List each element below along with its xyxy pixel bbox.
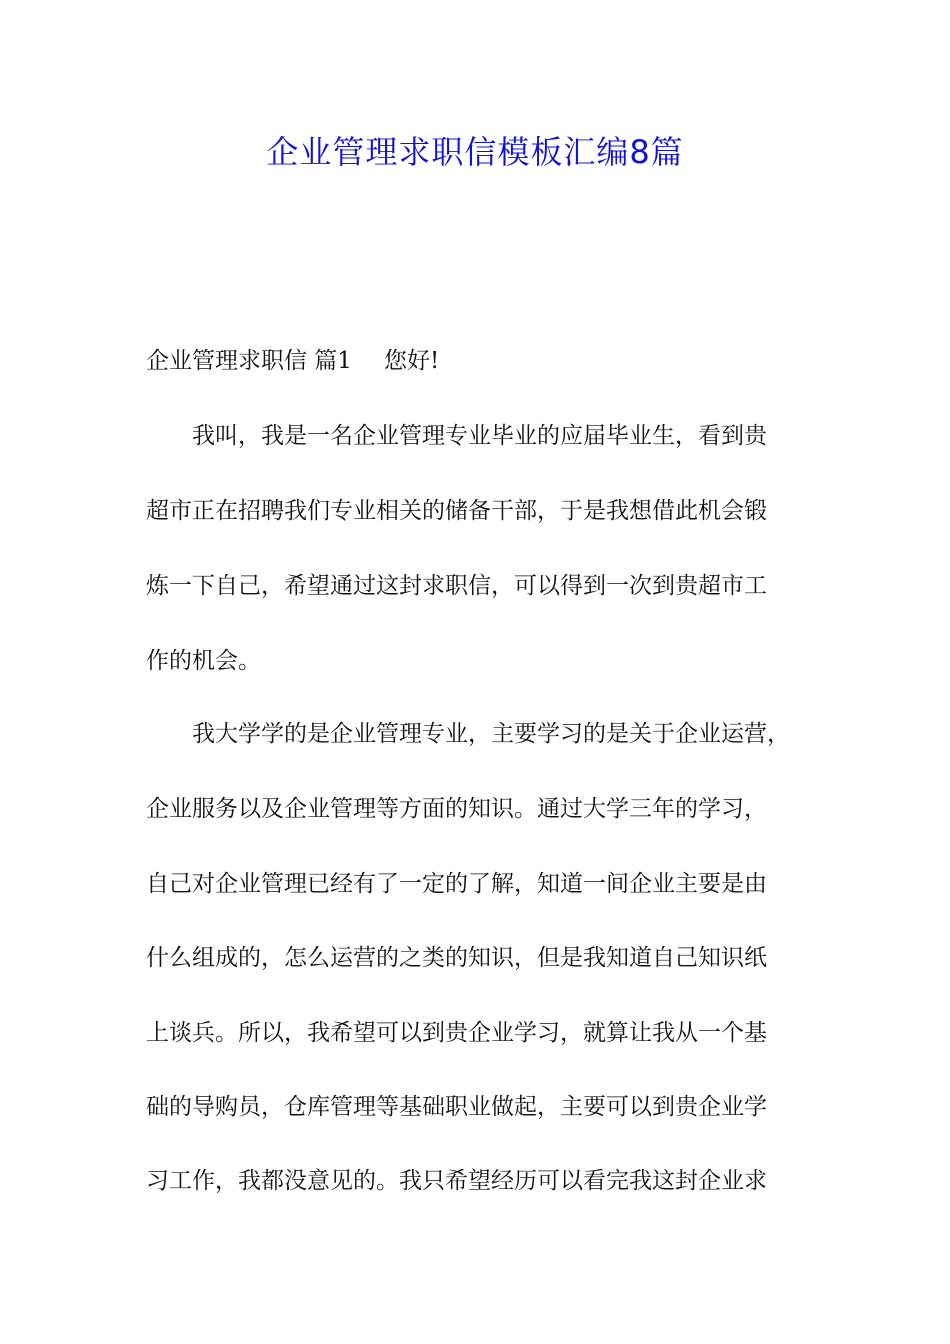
paragraph-2-line-4: 什么组成的，怎么运营的之类的知识，但是我知道自己知识纸 bbox=[146, 945, 767, 971]
paragraph-1-line-1: 我叫，我是一名企业管理专业毕业的应届毕业生，看到贵 bbox=[192, 423, 767, 449]
paragraph-2-line-3: 自己对企业管理已经有了一定的了解，知道一间企业主要是由 bbox=[146, 871, 767, 897]
paragraph-2-line-7: 习工作，我都没意见的。我只希望经历可以看完我这封企业求 bbox=[146, 1168, 767, 1194]
paragraph-2-line-5: 上谈兵。所以，我希望可以到贵企业学习，就算让我从一个基 bbox=[146, 1020, 767, 1046]
paragraph-1-line-3: 炼一下自己，希望通过这封求职信，可以得到一次到贵超市工 bbox=[146, 573, 767, 599]
paragraph-1-line-4: 作的机会。 bbox=[146, 648, 261, 674]
paragraph-1-line-2: 超市正在招聘我们专业相关的储备干部，于是我想借此机会锻 bbox=[146, 498, 767, 524]
paragraph-2-line-6: 础的导购员，仓库管理等基础职业做起，主要可以到贵企业学 bbox=[146, 1094, 767, 1120]
section-heading: 企业管理求职信 篇1 bbox=[146, 348, 352, 374]
paragraph-2-line-2: 企业服务以及企业管理等方面的知识。通过大学三年的学习， bbox=[146, 796, 767, 822]
paragraph-2-line-1: 我大学学的是企业管理专业，主要学习的是关于企业运营， bbox=[192, 721, 790, 747]
section-heading-line bbox=[146, 346, 439, 376]
document-title: 企业管理求职信模板汇编8篇 bbox=[266, 133, 684, 171]
greeting: 您好! bbox=[383, 348, 440, 374]
